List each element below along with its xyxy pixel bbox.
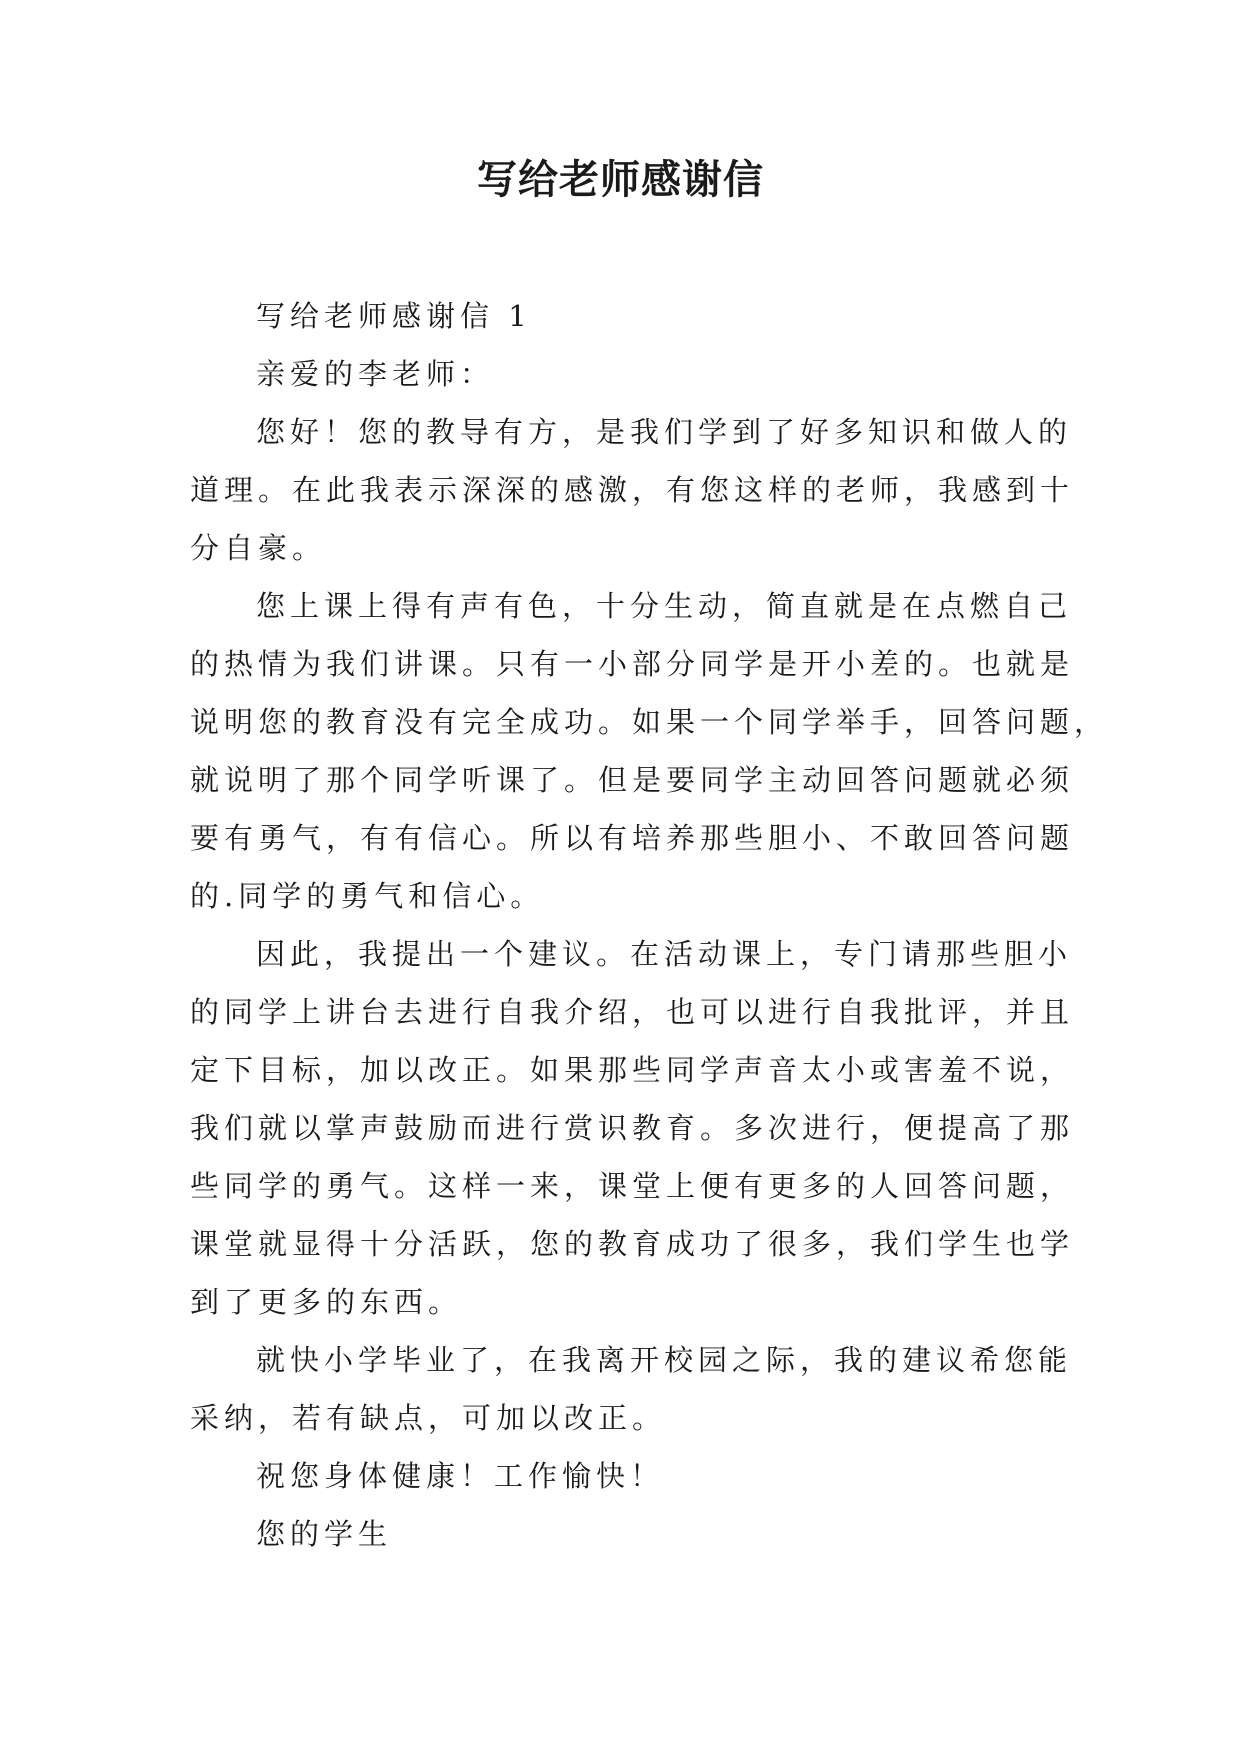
- paragraph-line: 些同学的勇气。这样一来，课堂上便有更多的人回答问题，: [190, 1169, 1075, 1203]
- paragraph-line: 的同学上讲台去进行自我介绍，也可以进行自我批评，并且: [190, 995, 1075, 1029]
- paragraph-line: 就说明了那个同学听课了。但是要同学主动回答问题就必须: [190, 763, 1075, 797]
- paragraph-line: 我们就以掌声鼓励而进行赏识教育。多次进行，便提高了那: [190, 1111, 1075, 1145]
- paragraph-line: 就快小学毕业了，在我离开校园之际，我的建议希您能: [256, 1343, 1073, 1377]
- document-title: 写给老师感谢信: [477, 157, 764, 203]
- paragraph-line: 的热情为我们讲课。只有一小部分同学是开小差的。也就是: [190, 647, 1075, 681]
- letter-heading: 写给老师感谢信 1: [256, 299, 532, 333]
- paragraph-line: 到了更多的东西。: [190, 1285, 463, 1319]
- closing-wish: 祝您身体健康！工作愉快！: [256, 1459, 665, 1493]
- paragraph-line: 您好！您的教导有方，是我们学到了好多知识和做人的: [256, 415, 1073, 449]
- paragraph-line: 您上课上得有声有色，十分生动，简直就是在点燃自己: [256, 589, 1073, 623]
- paragraph-line: 定下目标，加以改正。如果那些同学声音太小或害羞不说，: [190, 1053, 1075, 1087]
- paragraph-line: 课堂就显得十分活跃，您的教育成功了很多，我们学生也学: [190, 1227, 1075, 1261]
- signature: 您的学生: [256, 1517, 393, 1551]
- salutation: 亲爱的李老师：: [256, 357, 495, 391]
- paragraph-line: 采纳，若有缺点，可加以改正。: [190, 1401, 667, 1435]
- letter-body: [190, 287, 1109, 1563]
- paragraph-line: 分自豪。: [190, 531, 327, 565]
- paragraph-line: 的.同学的勇气和信心。: [190, 879, 545, 913]
- paragraph-line: 说明您的教育没有完全成功。如果一个同学举手，回答问题，: [190, 705, 1109, 739]
- paragraph-line: 因此，我提出一个建议。在活动课上，专门请那些胆小: [256, 937, 1073, 971]
- paragraph-line: 要有勇气，有有信心。所以有培养那些胆小、不敢回答问题: [190, 821, 1075, 855]
- paragraph-line: 道理。在此我表示深深的感激，有您这样的老师，我感到十: [190, 473, 1075, 507]
